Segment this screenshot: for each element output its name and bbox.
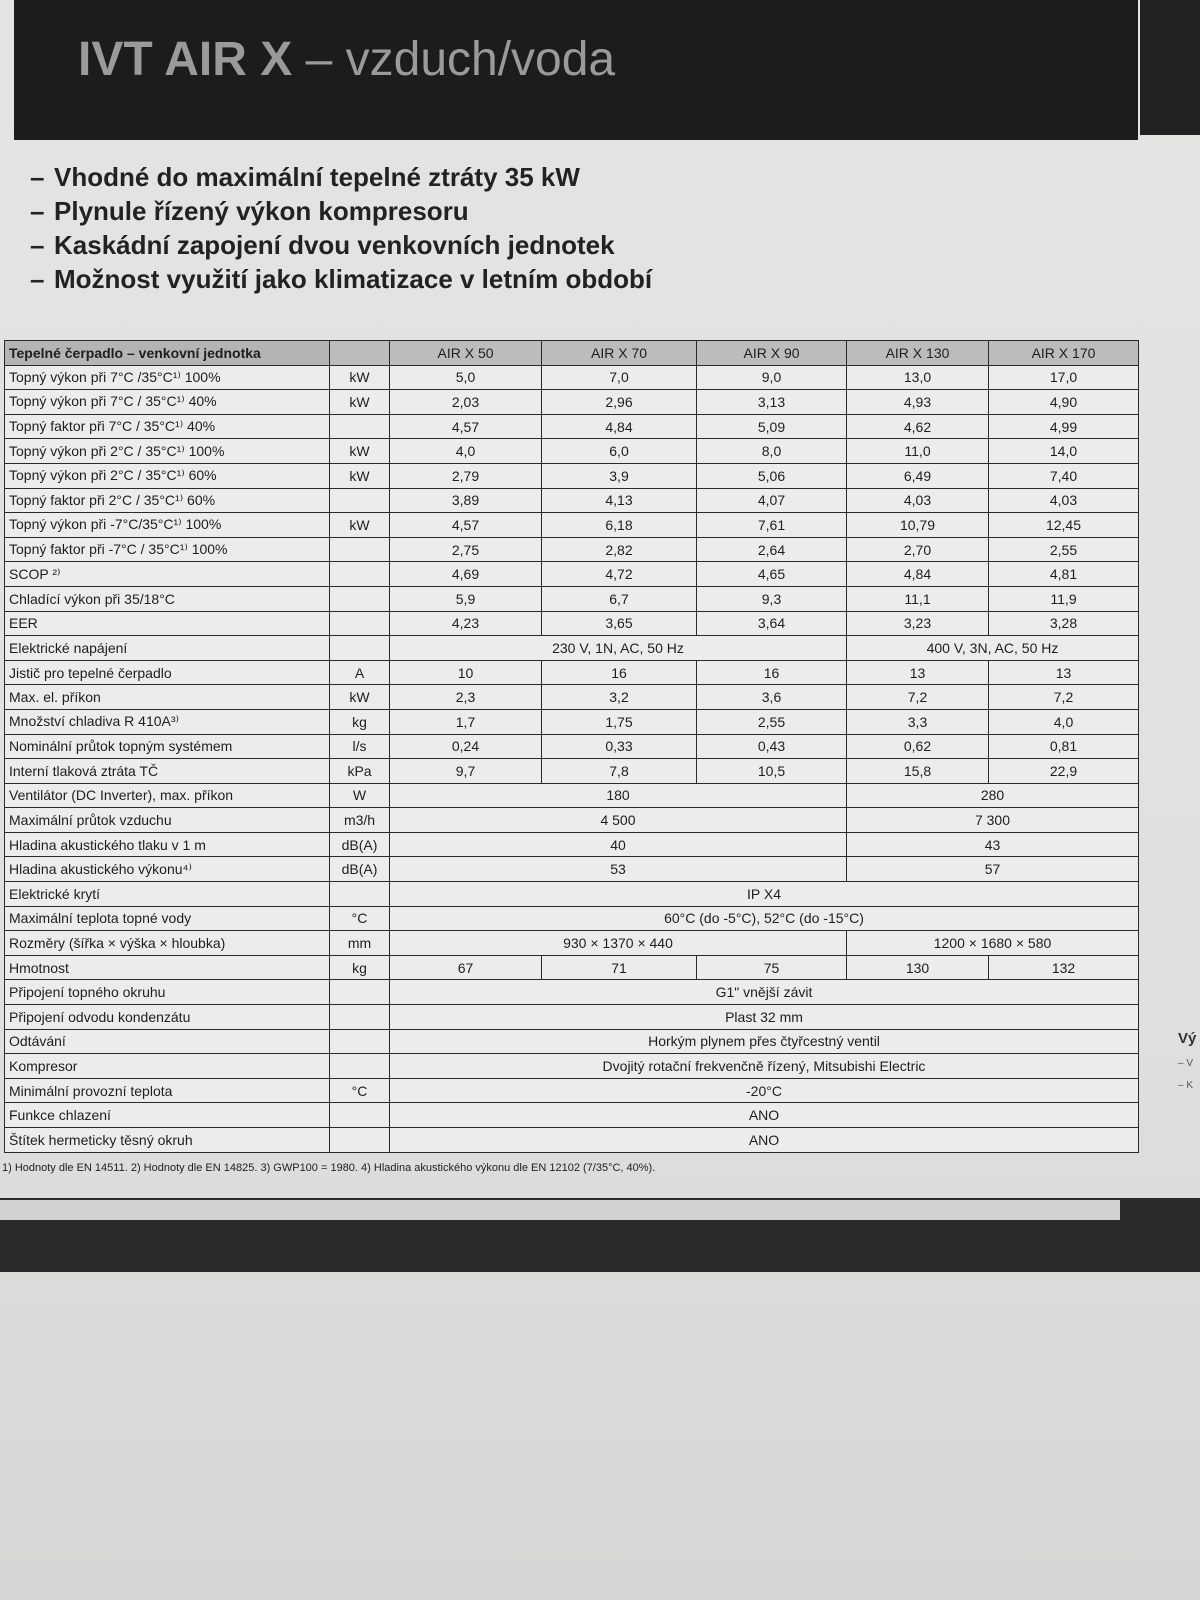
spec-value-cell: Plast 32 mm: [390, 1005, 1139, 1030]
spec-row-unit: [330, 1103, 390, 1128]
spec-value-cell: 2,96: [542, 390, 697, 415]
spec-row-unit: kg: [330, 709, 390, 734]
spec-value-cell: 7,61: [697, 513, 847, 538]
spec-value-cell: 0,62: [847, 734, 989, 759]
spec-row-unit: kW: [330, 390, 390, 415]
spec-row: [5, 882, 1139, 907]
spec-row-unit: °C: [330, 1078, 390, 1103]
spec-table-header-unit: [330, 341, 390, 366]
spec-value-cell: 4,0: [390, 439, 542, 464]
spec-row-label: Nominální průtok topným systémem: [5, 734, 330, 759]
model-header: AIR X 90: [697, 341, 847, 366]
spec-row: [5, 783, 1139, 808]
spec-value-cell: 16: [697, 660, 847, 685]
spec-value-cell: 2,70: [847, 537, 989, 562]
bottom-bar-stripe: [0, 1200, 1120, 1220]
spec-value-cell: 2,82: [542, 537, 697, 562]
spec-value-cell: ANO: [390, 1103, 1139, 1128]
spec-value-cell: 6,0: [542, 439, 697, 464]
spec-value-cell: 5,09: [697, 414, 847, 439]
spec-table-header-row: [5, 341, 1139, 366]
spec-value-cell: 2,79: [390, 463, 542, 488]
spec-value-cell: IP X4: [390, 882, 1139, 907]
spec-row-label: Topný faktor při -7°C / 35°C¹⁾ 100%: [5, 537, 330, 562]
spec-row-label: Topný výkon při 7°C /35°C¹⁾ 100%: [5, 365, 330, 390]
spec-value-cell: 2,64: [697, 537, 847, 562]
spec-value-cell: 4,99: [989, 414, 1139, 439]
spec-value-cell: 180: [390, 783, 847, 808]
spec-value-cell: 4,81: [989, 562, 1139, 587]
spec-value-cell: 3,9: [542, 463, 697, 488]
spec-row: [5, 1078, 1139, 1103]
spec-value-cell: G1" vnější závit: [390, 980, 1139, 1005]
spec-value-cell: 4,84: [847, 562, 989, 587]
spec-value-cell: 17,0: [989, 365, 1139, 390]
header-bar-edge: [1140, 0, 1200, 135]
spec-value-cell: 0,43: [697, 734, 847, 759]
spec-value-cell: 3,28: [989, 611, 1139, 636]
title-brand: IVT AIR X: [78, 33, 293, 86]
spec-value-cell: 2,3: [390, 685, 542, 710]
spec-value-cell: 67: [390, 955, 542, 980]
spec-row: [5, 586, 1139, 611]
spec-value-cell: 13: [989, 660, 1139, 685]
spec-row-unit: [330, 414, 390, 439]
spec-row: [5, 1103, 1139, 1128]
spec-row: [5, 562, 1139, 587]
spec-value-cell: 3,65: [542, 611, 697, 636]
spec-row: [5, 709, 1139, 734]
spec-value-cell: 11,0: [847, 439, 989, 464]
spec-row-unit: l/s: [330, 734, 390, 759]
spec-row: [5, 513, 1139, 538]
spec-value-cell: 4,72: [542, 562, 697, 587]
spec-row: [5, 1029, 1139, 1054]
spec-row-unit: dB(A): [330, 832, 390, 857]
spec-row-label: Chladící výkon při 35/18°C: [5, 586, 330, 611]
spec-row-label: Minimální provozní teplota: [5, 1078, 330, 1103]
spec-value-cell: 9,0: [697, 365, 847, 390]
spec-value-cell: 4,57: [390, 414, 542, 439]
spec-row-label: Topný výkon při 2°C / 35°C¹⁾ 100%: [5, 439, 330, 464]
spec-value-cell: 11,9: [989, 586, 1139, 611]
spec-row-label: Rozměry (šířka × výška × hloubka): [5, 931, 330, 956]
model-header: AIR X 130: [847, 341, 989, 366]
spec-table-header-label: Tepelné čerpadlo – venkovní jednotka: [5, 341, 330, 366]
spec-value-cell: 15,8: [847, 759, 989, 784]
spec-row: [5, 734, 1139, 759]
spec-value-cell: 2,55: [989, 537, 1139, 562]
spec-value-cell: 3,64: [697, 611, 847, 636]
spec-value-cell: 16: [542, 660, 697, 685]
spec-row-label: Hladina akustického tlaku v 1 m: [5, 832, 330, 857]
spec-value-cell: 4,07: [697, 488, 847, 513]
spec-row-unit: dB(A): [330, 857, 390, 882]
spec-value-cell: 5,0: [390, 365, 542, 390]
spec-row-label: Připojení topného okruhu: [5, 980, 330, 1005]
spec-value-cell: 11,1: [847, 586, 989, 611]
spec-value-cell: 10,79: [847, 513, 989, 538]
spec-row: [5, 955, 1139, 980]
spec-value-cell: 7,0: [542, 365, 697, 390]
spec-row: [5, 832, 1139, 857]
spec-row-label: Hmotnost: [5, 955, 330, 980]
spec-value-cell: 4,57: [390, 513, 542, 538]
spec-row: [5, 1054, 1139, 1079]
spec-value-cell: 4,93: [847, 390, 989, 415]
spec-value-cell: 53: [390, 857, 847, 882]
spec-value-cell: 0,24: [390, 734, 542, 759]
spec-value-cell: 4,13: [542, 488, 697, 513]
spec-value-cell: 4 500: [390, 808, 847, 833]
spec-row-label: Maximální průtok vzduchu: [5, 808, 330, 833]
spec-value-cell: 5,06: [697, 463, 847, 488]
spec-value-cell: 2,03: [390, 390, 542, 415]
spec-value-cell: 132: [989, 955, 1139, 980]
spec-value-cell: 4,03: [847, 488, 989, 513]
spec-row: [5, 537, 1139, 562]
spec-value-cell: 5,9: [390, 586, 542, 611]
model-header: AIR X 170: [989, 341, 1139, 366]
spec-value-cell: 3,13: [697, 390, 847, 415]
spec-row-label: Ventilátor (DC Inverter), max. příkon: [5, 783, 330, 808]
spec-row: [5, 808, 1139, 833]
spec-row-unit: [330, 882, 390, 907]
spec-value-cell: 60°C (do -5°C), 52°C (do -15°C): [390, 906, 1139, 931]
spec-value-cell: 2,55: [697, 709, 847, 734]
next-page-heading-fragment: Vý: [1178, 1030, 1197, 1047]
spec-row-unit: A: [330, 660, 390, 685]
spec-value-cell: 75: [697, 955, 847, 980]
spec-value-cell: 4,62: [847, 414, 989, 439]
spec-row-unit: [330, 586, 390, 611]
spec-row-unit: [330, 611, 390, 636]
spec-row-unit: [330, 980, 390, 1005]
feature-item: – Vhodné do maximální tepelné ztráty 35 kW: [30, 162, 580, 192]
spec-row: [5, 365, 1139, 390]
page-title: [78, 32, 615, 87]
spec-value-cell: 12,45: [989, 513, 1139, 538]
spec-value-cell: 0,81: [989, 734, 1139, 759]
spec-value-cell: 930 × 1370 × 440: [390, 931, 847, 956]
spec-row: [5, 611, 1139, 636]
spec-value-cell: Dvojitý rotační frekvenčně řízený, Mitsubishi Electric: [390, 1054, 1139, 1079]
spec-row-label: Topný výkon při -7°C/35°C¹⁾ 100%: [5, 513, 330, 538]
spec-value-cell: 4,0: [989, 709, 1139, 734]
spec-row: [5, 636, 1139, 661]
spec-row: [5, 488, 1139, 513]
spec-value-cell: 0,33: [542, 734, 697, 759]
spec-row: [5, 759, 1139, 784]
spec-value-cell: 3,89: [390, 488, 542, 513]
spec-value-cell: 40: [390, 832, 847, 857]
spec-row-unit: [330, 1054, 390, 1079]
spec-row: [5, 931, 1139, 956]
feature-list: [30, 160, 652, 296]
spec-row-unit: [330, 1128, 390, 1153]
spec-value-cell: 1200 × 1680 × 580: [847, 931, 1139, 956]
spec-row-unit: kPa: [330, 759, 390, 784]
model-header: AIR X 70: [542, 341, 697, 366]
spec-row-unit: [330, 537, 390, 562]
spec-value-cell: 7,2: [989, 685, 1139, 710]
spec-value-cell: 1,7: [390, 709, 542, 734]
spec-row-unit: kg: [330, 955, 390, 980]
spec-row-label: Funkce chlazení: [5, 1103, 330, 1128]
spec-row-label: Elektrické napájení: [5, 636, 330, 661]
spec-row-label: Interní tlaková ztráta TČ: [5, 759, 330, 784]
spec-row-label: EER: [5, 611, 330, 636]
spec-row-unit: kW: [330, 463, 390, 488]
spec-row-unit: °C: [330, 906, 390, 931]
spec-value-cell: 9,3: [697, 586, 847, 611]
title-subtitle: – vzduch/voda: [292, 33, 616, 86]
spec-row: [5, 439, 1139, 464]
spec-row-label: SCOP ²⁾: [5, 562, 330, 587]
spec-row-unit: kW: [330, 513, 390, 538]
spec-value-cell: 130: [847, 955, 989, 980]
spec-value-cell: 1,75: [542, 709, 697, 734]
spec-table-body: [5, 365, 1139, 1152]
spec-value-cell: 14,0: [989, 439, 1139, 464]
spec-row-unit: m3/h: [330, 808, 390, 833]
spec-row: [5, 414, 1139, 439]
spec-row: [5, 685, 1139, 710]
spec-value-cell: -20°C: [390, 1078, 1139, 1103]
spec-value-cell: 3,6: [697, 685, 847, 710]
spec-row-label: Hladina akustického výkonu⁴⁾: [5, 857, 330, 882]
spec-row-unit: kW: [330, 439, 390, 464]
spec-value-cell: 9,7: [390, 759, 542, 784]
spec-value-cell: 3,3: [847, 709, 989, 734]
spec-row-unit: W: [330, 783, 390, 808]
next-page-line-fragment: – K: [1178, 1080, 1194, 1091]
spec-row: [5, 857, 1139, 882]
spec-row-label: Topný výkon při 7°C / 35°C¹⁾ 40%: [5, 390, 330, 415]
spec-value-cell: 3,23: [847, 611, 989, 636]
spec-row: [5, 980, 1139, 1005]
spec-row-unit: kW: [330, 685, 390, 710]
spec-value-cell: 43: [847, 832, 1139, 857]
spec-row-label: Max. el. příkon: [5, 685, 330, 710]
spec-value-cell: 6,49: [847, 463, 989, 488]
spec-value-cell: 22,9: [989, 759, 1139, 784]
model-header: AIR X 50: [390, 341, 542, 366]
feature-item: – Kaskádní zapojení dvou venkovních jednotek: [30, 230, 615, 260]
spec-row-label: Jistič pro tepelné čerpadlo: [5, 660, 330, 685]
spec-row-label: Topný faktor při 2°C / 35°C¹⁾ 60%: [5, 488, 330, 513]
spec-value-cell: 7,8: [542, 759, 697, 784]
spec-table: [4, 340, 1139, 1153]
spec-row-unit: [330, 636, 390, 661]
spec-row-unit: kW: [330, 365, 390, 390]
footnote: 1) Hodnoty dle EN 14511. 2) Hodnoty dle EN 14825. 3) GWP100 = 1980. 4) Hladina akustického výkonu dle EN 12102 (7/35°C, 40%).: [2, 1162, 656, 1174]
spec-row-label: Maximální teplota topné vody: [5, 906, 330, 931]
spec-value-cell: 7 300: [847, 808, 1139, 833]
spec-value-cell: 57: [847, 857, 1139, 882]
spec-row-unit: [330, 562, 390, 587]
spec-value-cell: 7,2: [847, 685, 989, 710]
spec-row: [5, 463, 1139, 488]
spec-value-cell: 4,69: [390, 562, 542, 587]
spec-row: [5, 1128, 1139, 1153]
spec-value-cell: 10,5: [697, 759, 847, 784]
spec-value-cell: 6,18: [542, 513, 697, 538]
spec-row-unit: [330, 1005, 390, 1030]
spec-row-label: Elektrické krytí: [5, 882, 330, 907]
spec-row: [5, 390, 1139, 415]
spec-row: [5, 660, 1139, 685]
spec-row-label: Topný faktor při 7°C / 35°C¹⁾ 40%: [5, 414, 330, 439]
spec-value-cell: 71: [542, 955, 697, 980]
feature-item: – Možnost využití jako klimatizace v letním období: [30, 264, 653, 294]
spec-row-unit: [330, 1029, 390, 1054]
spec-row: [5, 1005, 1139, 1030]
spec-row-label: Množství chladiva R 410A³⁾: [5, 709, 330, 734]
spec-value-cell: Horkým plynem přes čtyřcestný ventil: [390, 1029, 1139, 1054]
spec-value-cell: 280: [847, 783, 1139, 808]
spec-value-cell: 4,65: [697, 562, 847, 587]
spec-value-cell: ANO: [390, 1128, 1139, 1153]
spec-row: [5, 906, 1139, 931]
feature-item: – Plynule řízený výkon kompresoru: [30, 196, 469, 226]
spec-value-cell: 13: [847, 660, 989, 685]
next-page-line-fragment: – V: [1178, 1058, 1194, 1069]
spec-value-cell: 13,0: [847, 365, 989, 390]
spec-value-cell: 4,23: [390, 611, 542, 636]
spec-value-cell: 6,7: [542, 586, 697, 611]
spec-row-unit: mm: [330, 931, 390, 956]
spec-value-cell: 4,03: [989, 488, 1139, 513]
spec-row-label: Připojení odvodu kondenzátu: [5, 1005, 330, 1030]
spec-row-label: Odtávání: [5, 1029, 330, 1054]
spec-value-cell: 400 V, 3N, AC, 50 Hz: [847, 636, 1139, 661]
spec-value-cell: 3,2: [542, 685, 697, 710]
spec-row-label: Štítek hermeticky těsný okruh: [5, 1128, 330, 1153]
spec-value-cell: 10: [390, 660, 542, 685]
spec-value-cell: 2,75: [390, 537, 542, 562]
spec-row-label: Kompresor: [5, 1054, 330, 1079]
spec-row-label: Topný výkon při 2°C / 35°C¹⁾ 60%: [5, 463, 330, 488]
spec-value-cell: 4,84: [542, 414, 697, 439]
spec-value-cell: 8,0: [697, 439, 847, 464]
spec-value-cell: 7,40: [989, 463, 1139, 488]
spec-value-cell: 230 V, 1N, AC, 50 Hz: [390, 636, 847, 661]
spec-row-unit: [330, 488, 390, 513]
spec-value-cell: 4,90: [989, 390, 1139, 415]
